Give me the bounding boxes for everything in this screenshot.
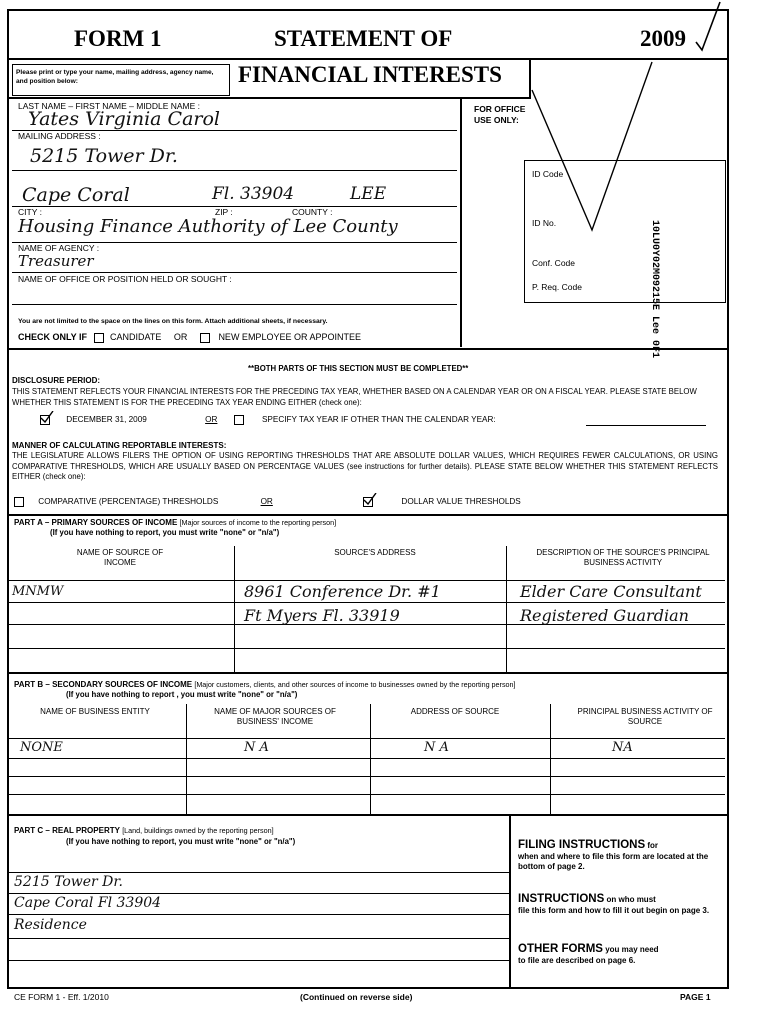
dollar-checkbox[interactable] (363, 497, 373, 507)
part-a-note: (If you have nothing to report, you must write "none" or "n/a") (50, 528, 280, 537)
part-c-line3: Residence (14, 917, 87, 933)
mailing-line1: 5215 Tower Dr. (30, 145, 178, 167)
city-value: Cape Coral (22, 184, 130, 206)
other-forms-instructions (518, 944, 718, 966)
office-id-no: ID No. (532, 218, 557, 228)
title-line1: STATEMENT OF (274, 26, 453, 51)
part-a-title: PART A – PRIMARY SOURCES OF INCOME (14, 518, 178, 527)
comparative-label: COMPARATIVE (PERCENTAGE) THRESHOLDS (38, 497, 219, 507)
part-b-row1-c4: NA (612, 740, 633, 755)
form-year: 2009 (640, 26, 686, 51)
footer-page: PAGE 1 (680, 992, 711, 1002)
part-b-col1-header: NAME OF BUSINESS ENTITY (40, 707, 150, 716)
part-b-col4-header: PRINCIPAL BUSINESS ACTIVITY OF SOURCE (577, 707, 713, 726)
instr-head: INSTRUCTIONS (518, 893, 605, 905)
part-b-col2-header: NAME OF MAJOR SOURCES OF BUSINESS' INCOME (214, 707, 336, 726)
office-stamp: 10LU0Y02M09215E Lee 0F1 (649, 220, 660, 359)
other-tail: you may need (602, 945, 659, 954)
print-note: Please print or type your name, mailing address, agency name, and position below: (16, 69, 214, 85)
period-or: OR (205, 415, 218, 425)
instr-text: file this form and how to fill it out begin on page 3. (518, 905, 710, 915)
name-value: Yates Virginia Carol (28, 108, 220, 130)
check-only-label: CHECK ONLY IF (18, 332, 88, 342)
footer-continued: (Continued on reverse side) (300, 992, 413, 1002)
other-head: OTHER FORMS (518, 943, 603, 955)
who-must-instructions (518, 894, 718, 916)
part-b-row1-c1: NONE (20, 740, 63, 755)
part-c-subtitle: [Land, buildings owned by the reporting person] (122, 826, 274, 835)
year-checkmark (690, 0, 726, 56)
must-complete-note: **BOTH PARTS OF THIS SECTION MUST BE COMPLETED** (248, 364, 469, 373)
dec-31-label: DECEMBER 31, 2009 (66, 415, 147, 425)
part-c-heading (14, 826, 274, 835)
dec-31-checkbox[interactable] (40, 415, 50, 425)
county-value: LEE (350, 184, 387, 204)
manner-heading: MANNER OF CALCULATING REPORTABLE INTERESTS: (12, 441, 227, 450)
part-c-note: (If you have nothing to report, you must write "none" or "n/a") (66, 837, 296, 846)
footer-form-id: CE FORM 1 - Eff. 1/2010 (14, 992, 109, 1002)
part-c-line2: Cape Coral Fl 33904 (14, 895, 162, 911)
part-a-row2-desc: Registered Guardian (520, 606, 689, 625)
filing-for: for (645, 841, 659, 850)
part-b-heading (14, 680, 516, 689)
position-label: NAME OF OFFICE OR POSITION HELD OR SOUGHT : (18, 274, 232, 284)
office-p-req-code: P. Req. Code (532, 282, 582, 292)
office-conf-code: Conf. Code (532, 258, 575, 268)
part-a-row2-address: Ft Myers Fl. 33919 (244, 606, 400, 625)
part-b-row1-c2: N A (244, 740, 269, 755)
threshold-options-row (14, 497, 521, 507)
filing-head: FILING INSTRUCTIONS (518, 839, 646, 851)
manner-text: THE LEGISLATURE ALLOWS FILERS THE OPTION OF USING REPORTING THRESHOLDS THAT ARE ABSOLUTE DOLLAR VALUES, WHICH REQUIRES FEWER CALCULATIONS, OR USING COMPARATIVE THRESHOLDS, WHICH ARE USUALLY BASED ON PERCENTAGE VALUES (see instructions for further details). PLEASE STATE BELOW WHETHER THIS STATEMENT REFLECTS EITHER (check one): (12, 451, 718, 481)
or-label: OR (173, 332, 188, 342)
zip-label: ZIP : (215, 207, 233, 217)
office-use-title: FOR OFFICE USE ONLY: (474, 104, 526, 125)
part-a-heading (14, 518, 336, 527)
office-checkmark (530, 60, 660, 240)
city-label: CITY : (18, 207, 42, 217)
other-text: to file are described on page 6. (518, 955, 636, 965)
comparative-checkbox[interactable] (14, 497, 24, 507)
part-c-line1: 5215 Tower Dr. (14, 874, 123, 890)
part-c-title: PART C – REAL PROPERTY (14, 826, 120, 835)
form-number: FORM 1 (74, 26, 162, 51)
specify-tax-year-label: SPECIFY TAX YEAR IF OTHER THAN THE CALENDAR YEAR: (261, 415, 496, 425)
county-label: COUNTY : (292, 207, 333, 217)
zip-value: Fl. 33904 (212, 184, 295, 204)
specify-tax-year-checkbox[interactable] (234, 415, 244, 425)
disclosure-period-text: THIS STATEMENT REFLECTS YOUR FINANCIAL INTERESTS FOR THE PRECEDING TAX YEAR, WHETHER BASED ON A CALENDAR YEAR OR ON A FISCAL YEAR. PLEASE STATE BELOW WHETHER THIS STATEMENT IS FOR THE PRECEDING TAX YEAR ENDING EITHER (check one): (12, 387, 697, 407)
part-a-col1-header: NAME OF SOURCE OF INCOME (76, 548, 164, 567)
part-a-col2-header: SOURCE'S ADDRESS (334, 548, 416, 557)
name-label: LAST NAME – FIRST NAME – MIDDLE NAME : (18, 101, 201, 111)
notice-text: You are not limited to the space on the lines on this form. Attach additional sheets, if necessary. (18, 318, 328, 325)
part-b-note: (If you have nothing to report , you must write "none" or "n/a") (66, 690, 298, 699)
dollar-label: DOLLAR VALUE THRESHOLDS (401, 497, 521, 507)
part-a-row1-name: MNMW (12, 584, 64, 599)
new-employee-label: NEW EMPLOYEE OR APPOINTEE (218, 332, 361, 342)
new-employee-checkbox[interactable] (200, 333, 210, 343)
agency-value: Housing Finance Authority of Lee County (18, 216, 398, 237)
title-line2: FINANCIAL INTERESTS (238, 62, 502, 87)
part-a-subtitle: [Major sources of income to the reporting person] (179, 518, 337, 527)
check-only-row (18, 332, 361, 343)
candidate-label: CANDIDATE (110, 332, 162, 342)
agency-label: NAME OF AGENCY : (18, 243, 100, 253)
filing-text: when and where to file this form are located at the bottom of page 2. (518, 851, 709, 871)
disclosure-period-heading: DISCLOSURE PERIOD: (12, 376, 101, 385)
part-b-title: PART B – SECONDARY SOURCES OF INCOME (14, 680, 193, 689)
part-a-col3-header: DESCRIPTION OF THE SOURCE'S PRINCIPAL BUSINESS ACTIVITY (536, 548, 710, 567)
mailing-label: MAILING ADDRESS : (18, 131, 101, 141)
instr-on: on who must (604, 895, 656, 904)
period-options-row (40, 415, 496, 425)
part-a-row1-address: 8961 Conference Dr. #1 (244, 582, 441, 601)
candidate-checkbox[interactable] (94, 333, 104, 343)
threshold-or: OR (260, 497, 273, 507)
office-id-code: ID Code (532, 169, 564, 179)
position-value: Treasurer (18, 252, 94, 270)
part-b-subtitle: [Major customers, clients, and other sources of income to businesses owned by the reporting person] (194, 680, 516, 689)
part-a-row1-desc: Elder Care Consultant (520, 582, 702, 601)
part-b-col3-header: ADDRESS OF SOURCE (410, 707, 500, 716)
part-b-row1-c3: N A (424, 740, 449, 755)
filing-instructions (518, 840, 718, 873)
